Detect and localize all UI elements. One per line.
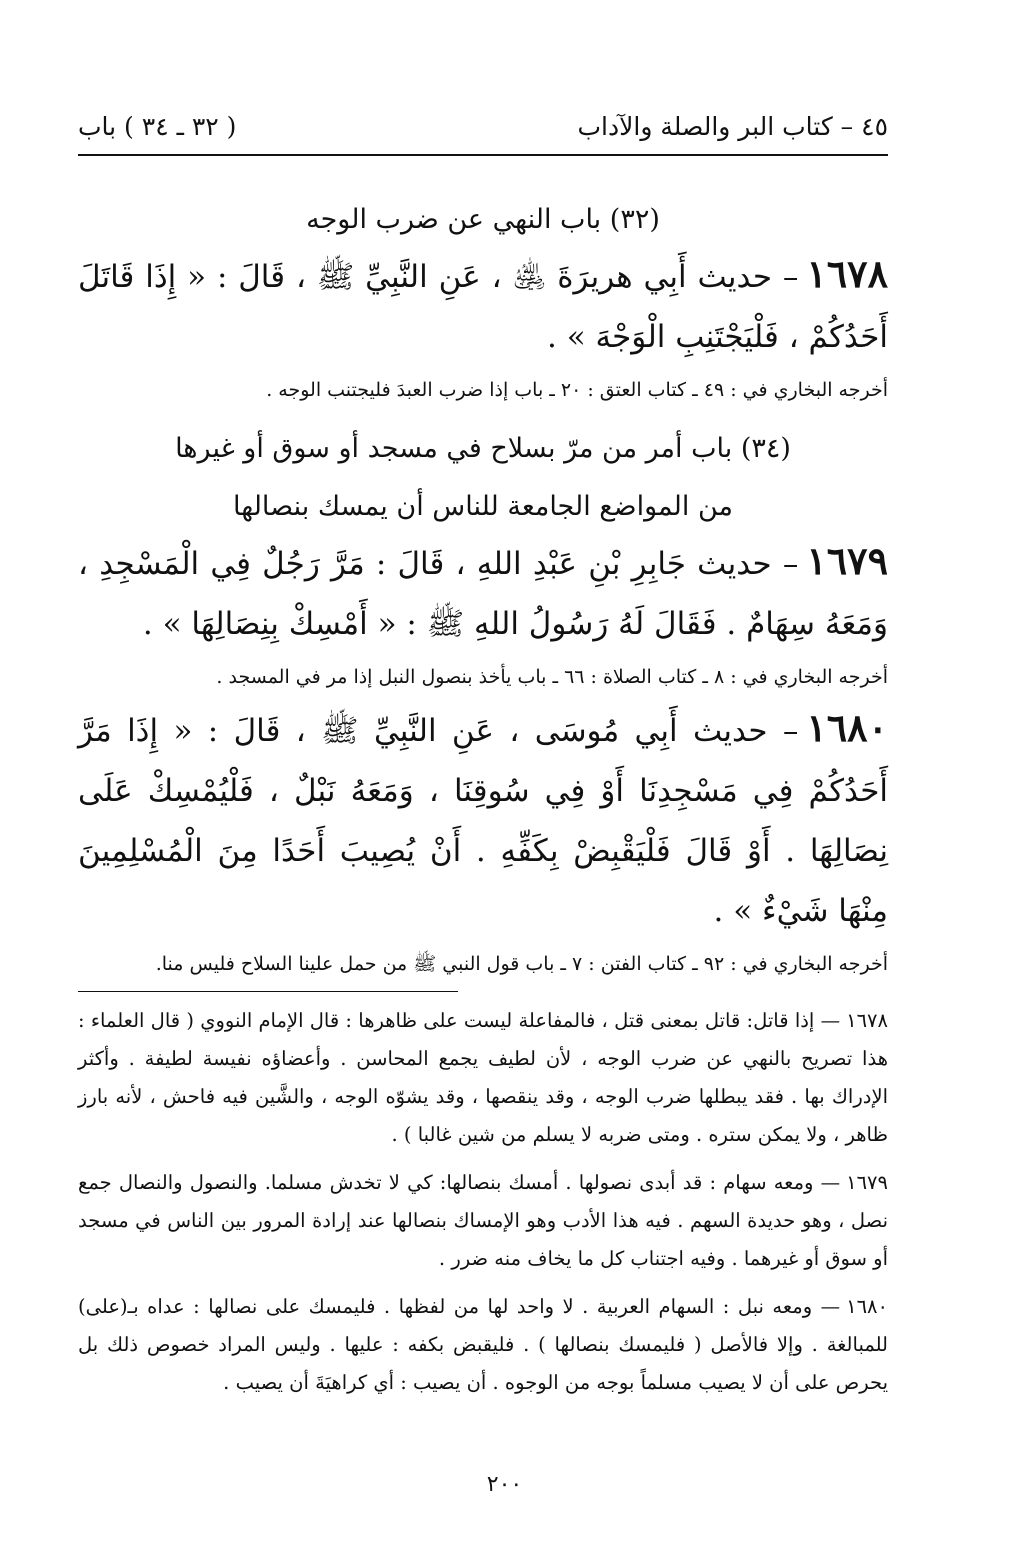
footnote-text: — ومعه نبل : السهام العربية . لا واحد لها من لفظها . فليمسك على نصالها : عداه بـ(على) للمبالغة . وإلا فالأصل ( فليمسك بنصالها ) . فليقبض بكفه : عليها . وليس المراد خصوص ذلك بل يحرص على أن لا يصيب مسلماً بوجه من الوجوه . أن يصيب : أي كراهيَةَ أن يصيب .	[78, 1295, 888, 1394]
footnote-1680	[78, 1288, 888, 1402]
page-content	[78, 112, 888, 1402]
hadith-number: ١٦٧٩	[806, 538, 888, 583]
footnote-number: ١٦٧٨	[846, 1009, 888, 1032]
hadith-1679	[78, 531, 888, 654]
hadith-1679-source: أخرجه البخاري في : ٨ ـ كتاب الصلاة : ٦٦ ـ باب يأخذ بنصول النبل إذا مر في المسجد .	[216, 666, 888, 688]
chapter-32-title: (٣٢) باب النهي عن ضرب الوجه	[306, 204, 660, 235]
hadith-1678-source: أخرجه البخاري في : ٤٩ ـ كتاب العتق : ٢٠ ـ باب إذا ضرب العبدَ فليجتنب الوجه .	[266, 379, 888, 401]
hadith-number: ١٦٨٠	[806, 705, 888, 750]
footnote-text: — إذا قاتل: قاتل بمعنى قتل ، فالمفاعلة ليست على ظاهرها : قال الإمام النووي ( قال العلماء : هذا تصريح بالنهي عن ضرب الوجه ، لأن لطيف يجمع المحاسن . وأعضاؤه نفيسة لطيفة . وأكثر الإدراك بها . فقد يبطلها ضرب الوجه ، وقد ينقصها ، وقد يشوّه الوجه ، والشَّين فيه فاحش ، لأنه بارز ظاهر ، ولا يمكن ستره . ومتى ضربه لا يسلم من شين غالبا ) .	[78, 1009, 888, 1146]
footnote-number: ١٦٨٠	[846, 1295, 888, 1318]
footnote-rule	[78, 991, 458, 992]
footnote-text: — ومعه سهام : قد أبدى نصولها . أمسك بنصالها: كي لا تخدش مسلما. والنصول والنصال جمع نصل ، وهو حديدة السهم . فيه هذا الأدب وهو الإمساك بنصالها عند إرادة المرور بين الناس في مسجد أو سوق أو غيرهما . وفيه اجتناب كل ما يخاف منه ضرر .	[78, 1171, 888, 1270]
chapter-34-title	[78, 429, 888, 527]
page-number: ٢٠٠	[486, 1472, 523, 1497]
footnote-1678	[78, 1002, 888, 1154]
footnote-1679	[78, 1164, 888, 1278]
book-title: ٤٥ – كتاب البر والصلة والآداب	[577, 112, 888, 141]
header-rule	[78, 154, 888, 156]
hadith-1680	[78, 698, 888, 941]
footnote-number: ١٦٧٩	[846, 1171, 888, 1194]
running-header	[78, 112, 888, 152]
hadith-text: – حديث أَبِي هريرَةَ ﵁ ، عَنِ النَّبِيِّ ﷺ ، قَالَ : « إِذَا قَاتَلَ أَحَدُكُمْ ، فَلْيَجْتَنِبِ الْوَجْهَ » .	[78, 259, 888, 355]
hadith-text: – حديث أَبِي مُوسَى ، عَنِ النَّبِيِّ ﷺ ، قَالَ : « إِذَا مَرَّ أَحَدُكُمْ فِي مَسْجِدِنَا أَوْ فِي سُوقِنَا ، وَمَعَهُ نَبْلٌ ، فَلْيُمْسِكْ عَلَى نِصَالِهَا . أَوْ قَالَ فَلْيَقْبِضْ بِكَفِّهِ . أَنْ يُصِيبَ أَحَدًا مِنَ الْمُسْلِمِينَ مِنْهَا شَيْءٌ » .	[78, 713, 888, 929]
hadith-1680-source: أخرجه البخاري في : ٩٢ ـ كتاب الفتن : ٧ ـ باب قول النبي ﷺ من حمل علينا السلاح فليس منا.	[155, 953, 888, 975]
hadith-number: ١٦٧٨	[806, 251, 888, 296]
chapter-34-title-line1: (٣٤) باب أمر من مرّ بسلاح في مسجد أو سوق أو غيرها	[175, 433, 791, 464]
chapter-34-title-line2: من المواضع الجامعة للناس أن يمسك بنصالها	[233, 491, 733, 522]
hadith-1678	[78, 244, 888, 367]
hadith-text: – حديث جَابِرِ بْنِ عَبْدِ اللهِ ، قَالَ : مَرَّ رَجُلٌ فِي الْمَسْجِدِ ، وَمَعَهُ سِهَامٌ . فَقَالَ لَهُ رَسُولُ اللهِ ﷺ : « أَمْسِكْ بِنِصَالِهَا » .	[78, 546, 888, 642]
section-range: ( ٣٢ ـ ٣٤ ) باب	[78, 112, 237, 141]
